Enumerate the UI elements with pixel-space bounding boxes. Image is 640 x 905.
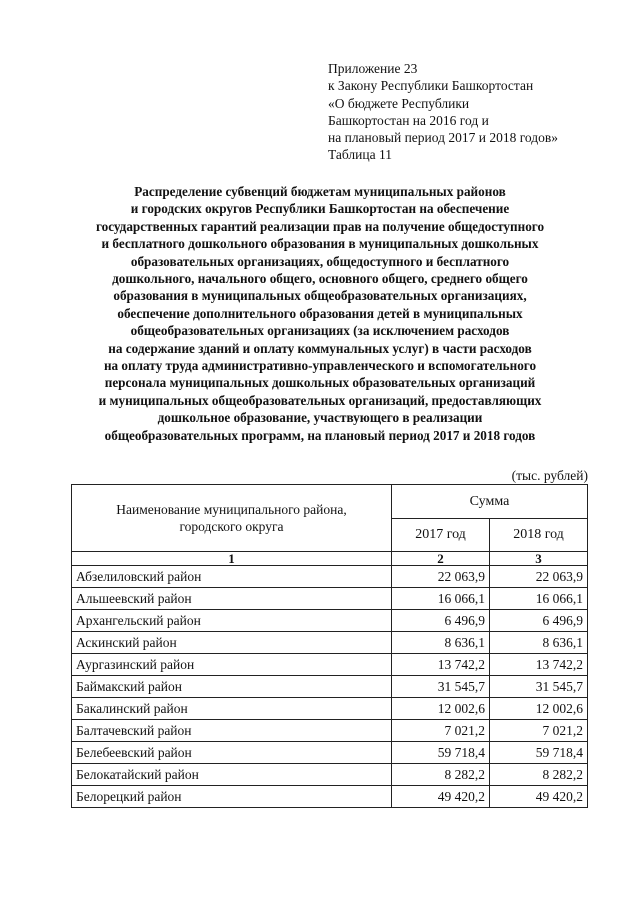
appendix-line: к Закону Республики Башкортостан <box>328 78 534 94</box>
title-line: дошкольного, начального общего, основного общего, среднего общего <box>112 271 528 287</box>
value-2018: 16 066,1 <box>490 588 588 610</box>
district-name: Бакалинский район <box>72 698 392 720</box>
title-line: общеобразовательных организациях (за исключением расходов <box>130 323 510 339</box>
table-row <box>72 786 588 808</box>
district-name: Белорецкий район <box>72 786 392 808</box>
title-line: общеобразовательных программ, на плановый период 2017 и 2018 годов <box>104 427 536 443</box>
district-name: Абзелиловский район <box>72 566 392 588</box>
value-2017: 59 718,4 <box>392 742 490 764</box>
table-row <box>72 588 588 610</box>
column-number: 1 <box>72 552 392 566</box>
value-2017: 6 496,9 <box>392 610 490 632</box>
header-name-line: городского округа <box>179 519 284 534</box>
appendix-line: Приложение 23 <box>328 61 418 76</box>
district-name: Баймакский район <box>72 676 392 698</box>
appendix-line: «О бюджете Республики <box>328 95 470 111</box>
value-2017: 13 742,2 <box>392 654 490 676</box>
value-2018: 13 742,2 <box>490 654 588 676</box>
value-2017: 8 636,1 <box>392 632 490 654</box>
district-name: Белокатайский район <box>72 764 392 786</box>
title-line: образовательных организациях, общедоступного и бесплатного <box>130 253 510 269</box>
appendix-line: Таблица 11 <box>328 147 392 163</box>
title-line: обеспечение дополнительного образования детей в муниципальных <box>117 305 523 321</box>
value-2018: 49 420,2 <box>490 786 588 808</box>
header-name-cell <box>72 485 392 552</box>
table-row <box>72 676 588 698</box>
value-2018: 8 282,2 <box>490 764 588 786</box>
title-line: государственных гарантий реализации прав на получение общедоступного <box>95 218 545 234</box>
table-header-row <box>72 485 588 519</box>
district-name: Аскинский район <box>72 632 392 654</box>
appendix-header <box>328 60 558 164</box>
header-sum-cell: Сумма <box>392 485 588 519</box>
column-number: 3 <box>490 552 588 566</box>
value-2017: 49 420,2 <box>392 786 490 808</box>
title-line: и бесплатного дошкольного образования в муниципальных дошкольных <box>101 236 539 252</box>
title-line: дошкольное образование, участвующего в реализации <box>157 410 483 426</box>
district-name: Архангельский район <box>72 610 392 632</box>
district-name: Балтачевский район <box>72 720 392 742</box>
value-2018: 12 002,6 <box>490 698 588 720</box>
table-row <box>72 566 588 588</box>
table-row <box>72 654 588 676</box>
title-line: Распределение субвенций бюджетам муниципальных районов <box>134 184 506 199</box>
value-2018: 7 021,2 <box>490 720 588 742</box>
title-line: образования в муниципальных общеобразовательных организациях, <box>113 288 527 304</box>
column-number: 2 <box>392 552 490 566</box>
value-2018: 8 636,1 <box>490 632 588 654</box>
value-2018: 22 063,9 <box>490 566 588 588</box>
table-row <box>72 632 588 654</box>
district-name: Аургазинский район <box>72 654 392 676</box>
value-2017: 31 545,7 <box>392 676 490 698</box>
title-line: персонала муниципальных дошкольных образовательных организаций <box>104 375 536 391</box>
title-line: и муниципальных общеобразовательных организаций, предоставляющих <box>98 392 542 408</box>
table-row <box>72 698 588 720</box>
value-2017: 16 066,1 <box>392 588 490 610</box>
table-row <box>72 764 588 786</box>
title-line: на содержание зданий и оплату коммунальных услуг) в части расходов <box>108 340 532 356</box>
document-title <box>0 183 640 444</box>
table-row <box>72 610 588 632</box>
column-number-row <box>72 552 588 566</box>
value-2018: 6 496,9 <box>490 610 588 632</box>
value-2017: 8 282,2 <box>392 764 490 786</box>
units-label: (тыс. рублей) <box>511 468 588 483</box>
value-2017: 22 063,9 <box>392 566 490 588</box>
header-year-2017: 2017 год <box>392 519 490 552</box>
district-name: Белебеевский район <box>72 742 392 764</box>
title-line: и городских округов Республики Башкортостан на обеспечение <box>130 201 510 217</box>
value-2018: 31 545,7 <box>490 676 588 698</box>
district-name: Альшеевский район <box>72 588 392 610</box>
table-row <box>72 742 588 764</box>
value-2017: 7 021,2 <box>392 720 490 742</box>
header-name-line: Наименование муниципального района, <box>116 502 347 517</box>
appendix-line: Башкортостан на 2016 год и <box>328 112 489 128</box>
header-year-2018: 2018 год <box>490 519 588 552</box>
value-2018: 59 718,4 <box>490 742 588 764</box>
table-row <box>72 720 588 742</box>
subsidy-table <box>71 484 588 808</box>
value-2017: 12 002,6 <box>392 698 490 720</box>
title-line: на оплату труда административно-управленческого и вспомогательного <box>103 358 537 374</box>
appendix-line: на плановый период 2017 и 2018 годов» <box>328 130 559 146</box>
